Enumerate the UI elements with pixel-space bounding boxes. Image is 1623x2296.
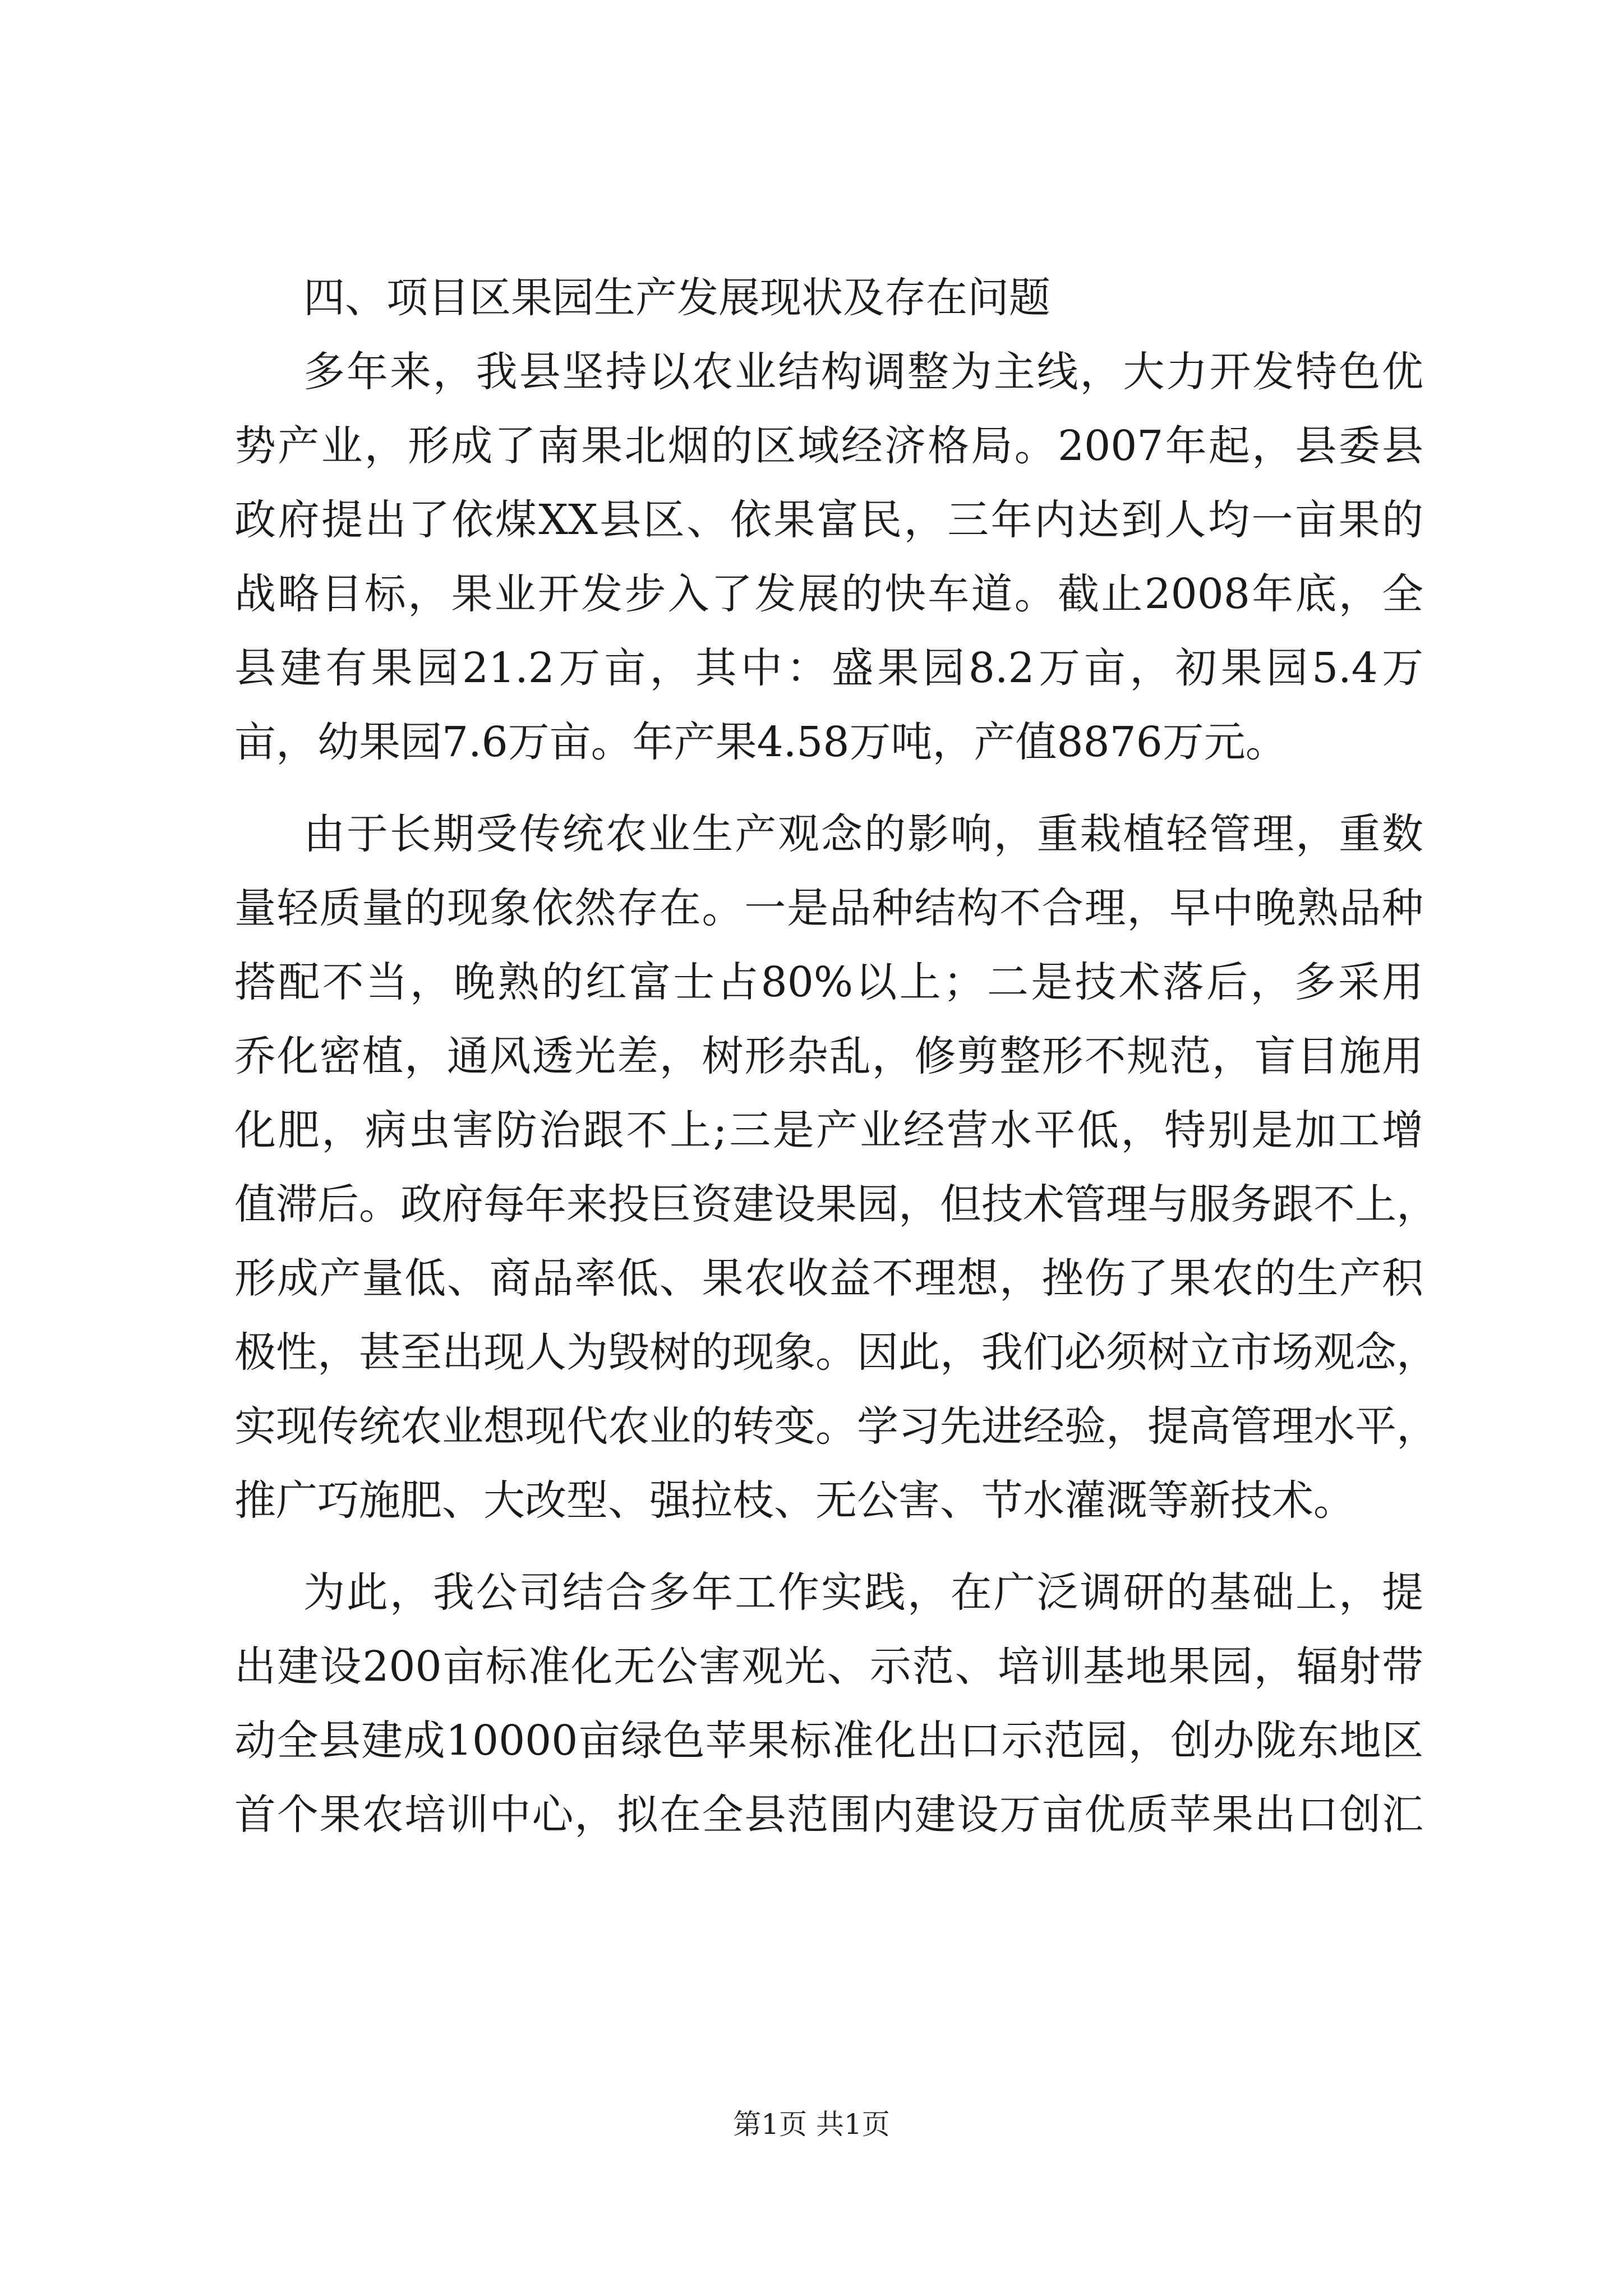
paragraph-3 — [234, 1556, 1423, 1852]
text-line: 为此，我公司结合多年工作实践，在广泛调研的基础上，提 — [303, 1568, 1423, 1617]
text-line: 量轻质量的现象依然存在。一是品种结构不合理，早中晚熟品种 — [234, 884, 1423, 932]
text-line: 乔化密植，通风透光差，树形杂乱，修剪整形不规范，盲目施用 — [234, 1032, 1423, 1080]
text-line: 形成产量低、商品率低、果农收益不理想，挫伤了果农的生产积 — [234, 1254, 1423, 1303]
text-line: 极性，甚至出现人为毁树的现象。因此，我们必须树立市场观念， — [234, 1328, 1438, 1377]
page-number-footer: 第1页 共1页 — [733, 2108, 890, 2141]
text-line: 搭配不当，晚熟的红富士占80%以上；二是技术落后，多采用 — [234, 958, 1423, 1006]
text-line: 政府提出了依煤XX县区、依果富民，三年内达到人均一亩果的 — [234, 496, 1423, 544]
paragraph-1 — [234, 335, 1423, 779]
document-body — [234, 261, 1438, 1870]
text-line: 亩，幼果园7.6万亩。年产果4.58万吨，产值8876万元。 — [234, 718, 1287, 766]
section-heading: 四、项目区果园生产发展现状及存在问题 — [303, 274, 1050, 322]
text-line: 势产业，形成了南果北烟的区域经济格局。2007年起，县委县 — [234, 422, 1423, 470]
text-line: 战略目标，果业开发步入了发展的快车道。截止2008年底，全 — [234, 570, 1423, 618]
text-line: 出建设200亩标准化无公害观光、示范、培训基地果园，辐射带 — [234, 1642, 1423, 1691]
text-line: 首个果农培训中心，拟在全县范围内建设万亩优质苹果出口创汇 — [234, 1791, 1423, 1839]
text-line: 县建有果园21.2万亩，其中：盛果园8.2万亩，初果园5.4万 — [234, 644, 1423, 692]
text-line: 动全县建成10000亩绿色苹果标准化出口示范园，创办陇东地区 — [234, 1717, 1423, 1765]
paragraph-2 — [234, 797, 1438, 1538]
text-line: 多年来，我县坚持以农业结构调整为主线，大力开发特色优 — [303, 348, 1423, 396]
text-line: 推广巧施肥、大改型、强拉枝、无公害、节水灌溉等新技术。 — [234, 1476, 1355, 1525]
text-line: 化肥，病虫害防治跟不上;三是产业经营水平低，特别是加工增 — [234, 1106, 1423, 1154]
text-line: 实现传统农业想现代农业的转变。学习先进经验，提高管理水平， — [234, 1402, 1438, 1451]
text-line: 值滞后。政府每年来投巨资建设果园，但技术管理与服务跟不上， — [234, 1180, 1438, 1228]
text-line: 由于长期受传统农业生产观念的影响，重栽植轻管理，重数 — [303, 810, 1423, 858]
